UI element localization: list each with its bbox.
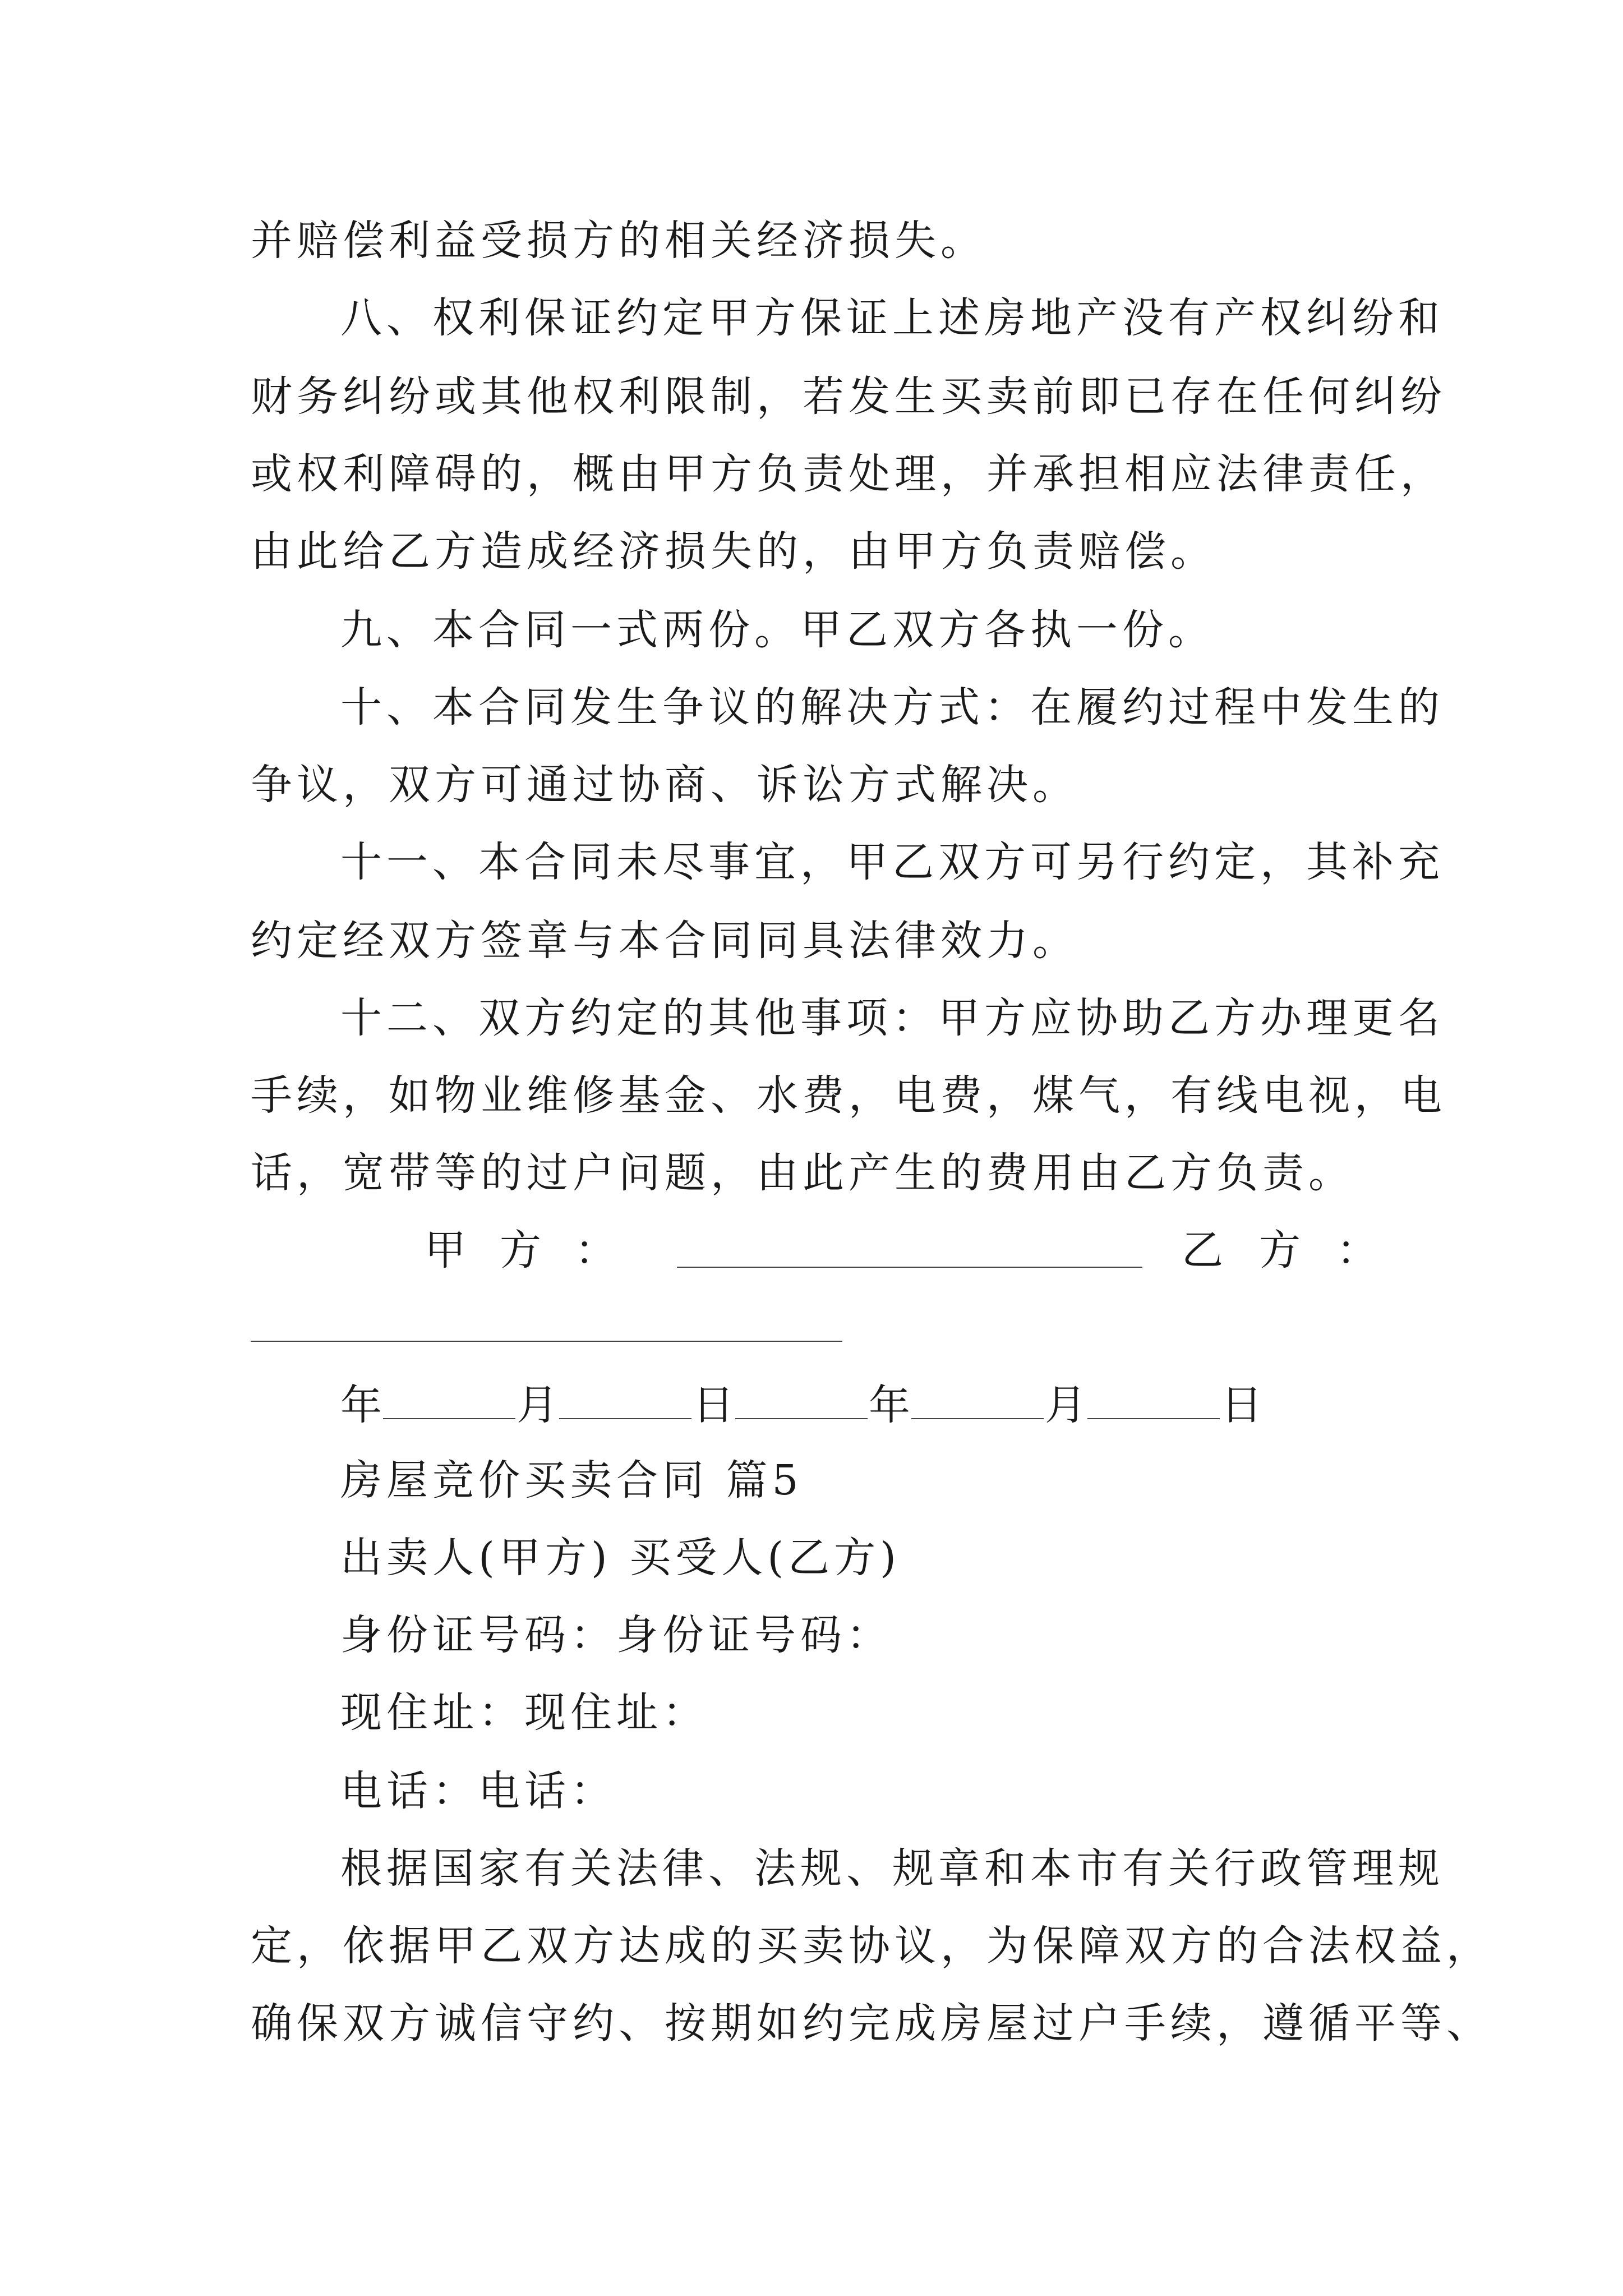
day-label: 日 (1221, 1381, 1262, 1429)
paragraph-line: 由此给乙方造成经济损失的，由甲方负责赔偿。 (251, 527, 1216, 576)
party-b-signature-blank (251, 1341, 842, 1342)
intro-line: 定，依据甲乙双方达成的买卖协议，为保障双方的合法权益， (251, 1922, 1492, 1970)
id-number-line: 身份证号码：身份证号码： (340, 1611, 892, 1659)
clause-9-line: 九、本合同一式两份。甲乙双方各执一份。 (340, 606, 1214, 654)
month-blank (1087, 1381, 1220, 1419)
clause-10-line: 十、本合同发生争议的解决方式：在履约过程中发生的 (340, 683, 1444, 731)
date-row (340, 1381, 1262, 1429)
month-blank (559, 1381, 691, 1419)
paragraph-line: 或权利障碍的，概由甲方负责处理，并承担相应法律责任， (251, 450, 1446, 498)
clause-8-line: 八、权利保证约定甲方保证上述房地产没有产权纠纷和 (340, 294, 1444, 342)
year-blank (911, 1381, 1044, 1419)
paragraph-line: 手续，如物业维修基金、水费，电费，煤气，有线电视，电 (251, 1071, 1446, 1120)
signature-row (251, 1226, 1414, 1280)
parties-line: 出卖人(甲方) 买受人(乙方) (340, 1534, 901, 1582)
phone-line: 电话：电话： (340, 1767, 616, 1815)
party-a-label: 甲方： (425, 1226, 650, 1274)
day-blank (735, 1381, 868, 1419)
year-label: 年 (869, 1381, 910, 1429)
paragraph-line: 财务纠纷或其他权利限制，若发生买卖前即已存在任何纠纷 (251, 372, 1446, 421)
clause-11-line: 十一、本合同未尽事宜，甲乙双方可另行约定，其补充 (340, 838, 1444, 886)
year-blank (383, 1381, 515, 1419)
clause-12-line: 十二、双方约定的其他事项：甲方应协助乙方办理更名 (340, 994, 1444, 1042)
year-label: 年 (340, 1381, 382, 1429)
paragraph-line: 约定经双方签章与本合同同具法律效力。 (251, 917, 1078, 965)
day-label: 日 (693, 1381, 734, 1429)
paragraph-line: 话，宽带等的过户问题，由此产生的费用由乙方负责。 (251, 1149, 1354, 1197)
paragraph-line: 并赔偿利益受损方的相关经济损失。 (251, 217, 986, 265)
intro-line: 确保双方诚信守约、按期如约完成房屋过户手续，遵循平等、 (251, 1999, 1492, 2047)
intro-line: 根据国家有关法律、法规、规章和本市有关行政管理规 (340, 1844, 1444, 1893)
party-b-label: 乙方： (1182, 1226, 1414, 1274)
address-line: 现住址：现住址： (340, 1688, 708, 1737)
section-title: 房屋竞价买卖合同 篇5 (340, 1456, 803, 1504)
party-a-signature-blank (677, 1267, 1142, 1268)
month-label: 月 (1045, 1381, 1086, 1429)
paragraph-line: 争议，双方可通过协商、诉讼方式解决。 (251, 761, 1078, 809)
month-label: 月 (517, 1381, 558, 1429)
